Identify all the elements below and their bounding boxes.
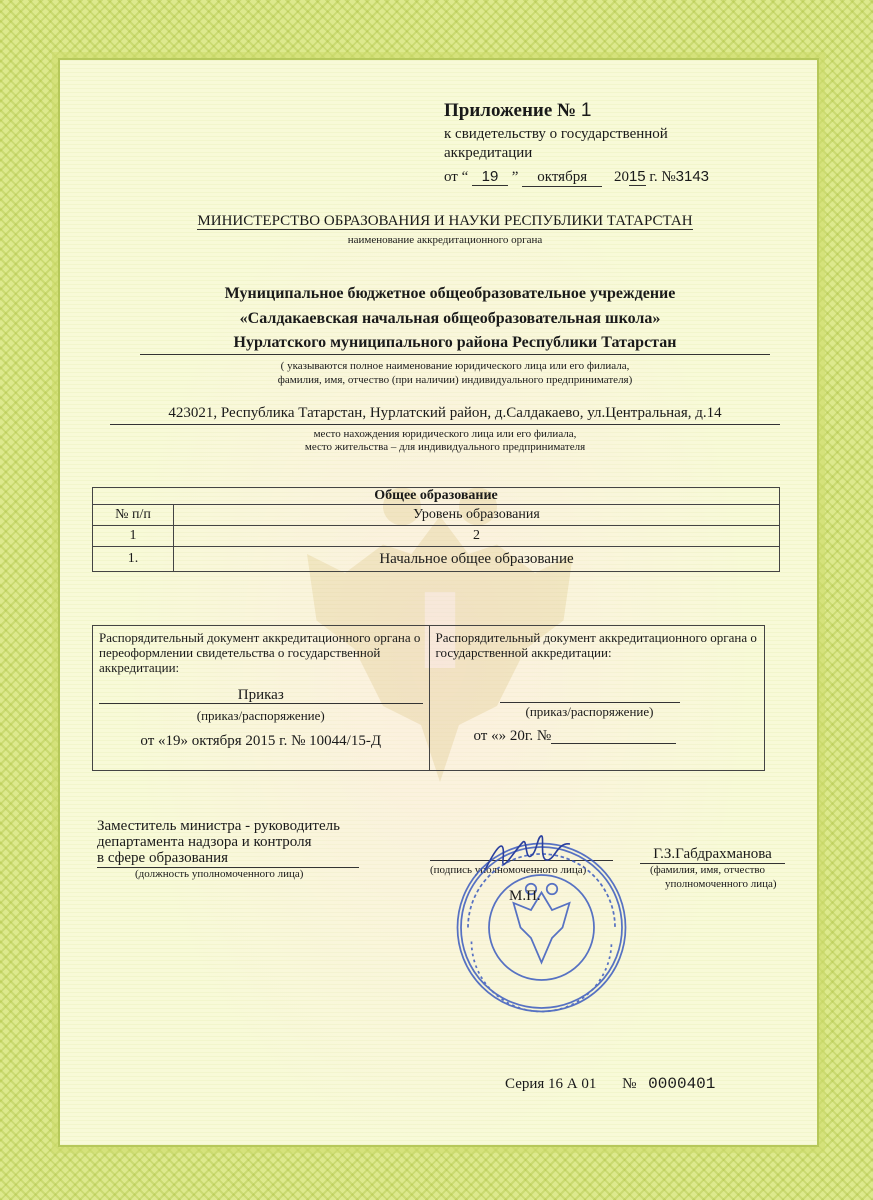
row-number: 1.	[93, 547, 174, 572]
signature-icon	[475, 830, 580, 880]
organ-name-wrap	[150, 213, 740, 230]
position-caption: (должность уполномоченного лица)	[135, 868, 304, 880]
decree-boxes	[92, 625, 765, 771]
col-number-header: № п/п	[93, 505, 174, 526]
seal-place-label: М.П.	[509, 888, 541, 904]
appendix-line1: к свидетельству о государственной	[444, 126, 668, 142]
decree-left-type: Приказ	[99, 688, 423, 704]
date-day: 19	[472, 168, 508, 186]
institution-caption1: ( указываются полное наименование юридического лица или его филиала,	[280, 360, 630, 372]
date-year-prefix: 20	[613, 169, 629, 185]
position-line2: департамента надзора и контроля	[97, 834, 312, 850]
table-row	[93, 547, 780, 572]
date-month: октября	[522, 169, 602, 187]
decree-right-number-line	[551, 729, 676, 744]
institution-caption2: фамилия, имя, отчество (при наличии) индивидуального предпринимателя)	[277, 374, 633, 386]
decree-left-date: от «19» октября 2015 г. № 10044/15-Д	[140, 733, 382, 749]
signature-caption: (подпись уполномоченного лица)	[430, 864, 587, 876]
col-index-1: 1	[93, 526, 174, 547]
decree-right-type-line	[500, 690, 680, 703]
appendix-date-line	[444, 168, 709, 187]
address-caption1: место нахождения юридического лица или его филиала,	[313, 428, 577, 440]
signer-caption2: уполномоченного лица)	[665, 878, 777, 890]
institution-line1: Муниципальное бюджетное общеобразовательное учреждение	[224, 285, 676, 302]
table-title: Общее образование	[93, 488, 780, 505]
decree-right-date: от «» 20г. №	[473, 728, 552, 744]
institution-line3: Нурлатского муниципального района Республики Татарстан	[140, 334, 770, 355]
signer-name: Г.З.Габдрахманова	[640, 846, 785, 864]
decree-left-box	[93, 626, 429, 770]
decree-right-heading: Распорядительный документ аккредитационного органа о государственной аккредитации:	[435, 630, 757, 660]
date-prefix: от “	[444, 169, 469, 185]
series-number-label: №	[622, 1076, 637, 1092]
organ-name: МИНИСТЕРСТВО ОБРАЗОВАНИЯ И НАУКИ РЕСПУБЛИКИ ТАТАРСТАН	[197, 213, 693, 229]
address-caption2: место жительства – для индивидуального предпринимателя	[304, 441, 586, 453]
series-number: 0000401	[648, 1075, 716, 1093]
date-year-suffix: 15	[628, 168, 646, 185]
table-index-row	[93, 526, 780, 547]
decree-left-caption: (приказ/распоряжение)	[196, 708, 325, 723]
col-index-2: 2	[174, 526, 780, 547]
appendix-number: 1	[580, 100, 592, 121]
institution-line2: «Салдакаевская начальная общеобразовательная школа»	[239, 310, 661, 327]
certificate-number: 3143	[675, 168, 710, 185]
appendix-title-text: Приложение №	[444, 100, 577, 121]
education-table	[92, 487, 780, 572]
decree-left-heading: Распорядительный документ аккредитационного органа о переоформлении свидетельства о государственной аккредитации:	[99, 630, 421, 675]
series-label: Серия 16 А 01	[505, 1076, 597, 1092]
series-block	[505, 1075, 715, 1093]
organ-caption: наименование аккредитационного органа	[347, 234, 543, 246]
position-line1: Заместитель министра - руководитель	[97, 818, 340, 834]
position-line3: в сфере образования	[97, 850, 359, 868]
decree-right-date-wrap	[474, 729, 677, 744]
address-value: 423021, Республика Татарстан, Нурлатский район, д.Салдакаево, ул.Центральная, д.14	[110, 405, 780, 425]
col-level-header: Уровень образования	[174, 505, 780, 526]
appendix-title	[444, 100, 591, 122]
decree-right-box	[429, 626, 765, 770]
table-header-row	[93, 505, 780, 526]
decree-right-caption: (приказ/распоряжение)	[525, 704, 654, 719]
signer-caption1: (фамилия, имя, отчество	[650, 864, 766, 876]
date-year-unit: г. №	[649, 169, 676, 185]
appendix-line2: аккредитации	[444, 145, 533, 161]
row-level: Начальное общее образование	[174, 547, 780, 572]
table-title-row	[93, 488, 780, 505]
date-quote-close: ”	[511, 169, 519, 185]
